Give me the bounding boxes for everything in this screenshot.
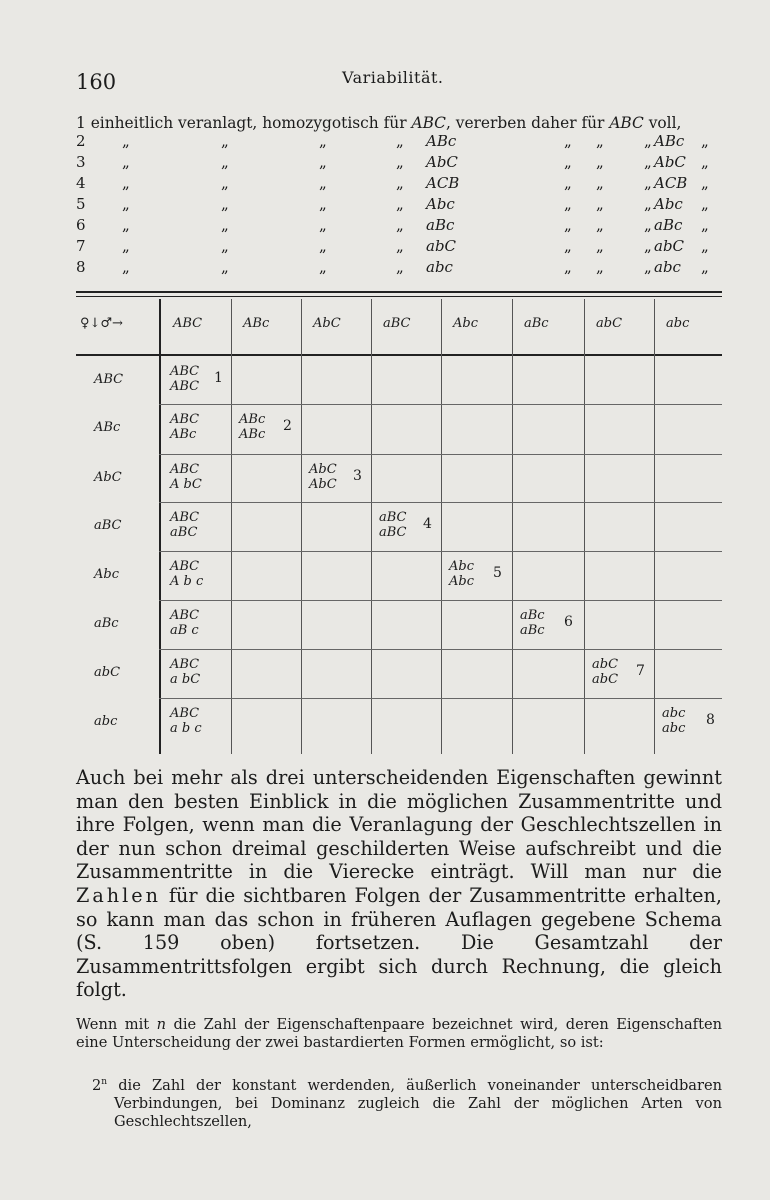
- table-cell: ABC aB c: [170, 608, 200, 638]
- ditto-mark: „: [122, 153, 130, 171]
- cell-number: 3: [353, 468, 362, 484]
- ditto-mark: „: [596, 153, 604, 171]
- ditto-mark: „: [596, 174, 604, 192]
- ditto-mark: „: [564, 258, 572, 276]
- column-divider: [584, 299, 585, 754]
- list-item: [76, 132, 736, 153]
- list-number: 3: [76, 153, 86, 171]
- cell-number: 7: [636, 663, 645, 679]
- genotype: abc: [426, 258, 453, 276]
- column-header: abC: [596, 316, 623, 331]
- column-divider: [371, 299, 372, 754]
- ditto-mark: „: [319, 153, 327, 171]
- list-item: [76, 216, 736, 237]
- ditto-mark: „: [644, 153, 652, 171]
- ditto-mark: „: [319, 195, 327, 213]
- ditto-mark: „: [122, 174, 130, 192]
- ditto-mark: „: [319, 174, 327, 192]
- ditto-mark: „: [122, 216, 130, 234]
- column-divider: [512, 299, 513, 754]
- ditto-mark: „: [596, 132, 604, 150]
- genotype: ABc: [426, 132, 457, 150]
- genotype: abC: [426, 237, 457, 255]
- row-divider: [159, 649, 722, 650]
- ditto-mark: „: [221, 153, 229, 171]
- row-divider: [159, 600, 722, 601]
- column-header: ABc: [243, 316, 270, 331]
- ditto-mark: „: [319, 216, 327, 234]
- diagonal-cell: abc abc 8: [662, 706, 715, 736]
- ditto-mark: „: [396, 195, 404, 213]
- table-cell: ABC a bC: [170, 657, 201, 687]
- table-cell: ABC a b c: [170, 706, 202, 736]
- page-number: 160: [76, 70, 117, 94]
- column-divider: [301, 299, 302, 754]
- ditto-mark: „: [644, 258, 652, 276]
- row-divider: [159, 454, 722, 455]
- ditto-mark: „: [319, 237, 327, 255]
- ditto-mark: „: [564, 153, 572, 171]
- row-header: AbC: [94, 470, 122, 485]
- inheritance-list: [76, 114, 736, 279]
- cell-number: 4: [423, 516, 432, 532]
- ditto-mark: „: [396, 237, 404, 255]
- diagonal-cell: aBc aBc 6: [520, 608, 573, 638]
- column-header: AbC: [313, 316, 341, 331]
- ditto-mark: „: [701, 132, 709, 150]
- ditto-mark: „: [701, 153, 709, 171]
- diagonal-cell: ABc ABc 2: [239, 412, 292, 442]
- body-paragraph: Auch bei mehr als drei unterscheidenden Eigenschaften gewinnt man den besten Einblick in die möglichen Zusammentritte und ihre Folgen, wenn man die Veranlagung der Geschlechtszellen in der nun schon dreimal geschilderten Weise aufschreibt und die Zusammentritte in die Vierecke einträgt. Will man nur die Zahlen für die sichtbaren Folgen der Zusammentritte erhalten, so kann man das schon in früheren Auflagen gegebene Schema (S. 159 oben) fortsetzen. Die Gesamtzahl der Zusammentrittsfolgen ergibt sich durch Rechnung, die gleich folgt.: [76, 766, 722, 1002]
- genotype: Abc: [654, 195, 683, 213]
- ditto-mark: „: [564, 132, 572, 150]
- small-paragraph: Wenn mit n die Zahl der Eigenschaftenpaare bezeichnet wird, deren Eigenschaften eine Unterscheidung der zwei bastardierten Formen ermöglicht, so ist:: [76, 1016, 722, 1051]
- ditto-mark: „: [122, 132, 130, 150]
- table-rule-top-thin: [76, 296, 722, 297]
- list-item: [76, 153, 736, 174]
- list-number: 2: [76, 132, 86, 150]
- column-header: aBC: [383, 316, 411, 331]
- table-cell: ABC ABc: [170, 412, 200, 442]
- table-rule-top: [76, 291, 722, 293]
- cell-number: 1: [214, 370, 223, 386]
- ditto-mark: „: [564, 216, 572, 234]
- table-cell: ABC A b c: [170, 559, 204, 589]
- list-item: 1 einheitlich veranlagt, homozygotisch für ABC, vererben daher für ABC voll,: [76, 114, 682, 132]
- ditto-mark: „: [644, 132, 652, 150]
- ditto-mark: „: [221, 132, 229, 150]
- table-cell: ABC A bC: [170, 462, 202, 492]
- ditto-mark: „: [644, 237, 652, 255]
- ditto-mark: „: [564, 195, 572, 213]
- column-header: ABC: [173, 316, 203, 331]
- ditto-mark: „: [319, 132, 327, 150]
- list-item: [76, 237, 736, 258]
- list-item: [76, 174, 736, 195]
- list-number: 5: [76, 195, 86, 213]
- ditto-mark: „: [396, 216, 404, 234]
- list-number: 4: [76, 174, 86, 192]
- genotype: abc: [654, 258, 681, 276]
- genotype: ABc: [654, 132, 685, 150]
- list-item: [76, 195, 736, 216]
- list-item: [76, 258, 736, 279]
- table-header: [76, 302, 722, 354]
- diagonal-cell: aBC aBC 4: [379, 510, 432, 540]
- row-header: Abc: [94, 567, 119, 582]
- table-main-divider: [159, 299, 161, 754]
- formula-paragraph: 2$^n$ die Zahl der konstant werdenden, äußerlich voneinander unterscheidbaren Verbindungen, bei Dominanz zugleich die Zahl der möglichen Arten von Geschlechtszellen,: [92, 1076, 722, 1130]
- ditto-mark: „: [319, 258, 327, 276]
- column-header: Abc: [453, 316, 478, 331]
- genotype: aBc: [654, 216, 683, 234]
- genotype: AbC: [654, 153, 686, 171]
- sex-direction-label: ♀↓♂→: [80, 316, 123, 331]
- ditto-mark: „: [221, 195, 229, 213]
- ditto-mark: „: [596, 258, 604, 276]
- ditto-mark: „: [122, 258, 130, 276]
- ditto-mark: „: [396, 153, 404, 171]
- ditto-mark: „: [396, 258, 404, 276]
- row-header: abC: [94, 665, 121, 680]
- ditto-mark: „: [644, 216, 652, 234]
- ditto-mark: „: [221, 258, 229, 276]
- genotype: aBc: [426, 216, 455, 234]
- cell-number: 8: [706, 712, 715, 728]
- row-divider: [159, 698, 722, 699]
- ditto-mark: „: [701, 216, 709, 234]
- genotype: ACB: [426, 174, 460, 192]
- ditto-mark: „: [221, 237, 229, 255]
- column-divider: [441, 299, 442, 754]
- row-divider: [159, 551, 722, 552]
- ditto-mark: „: [564, 174, 572, 192]
- genotype: ACB: [654, 174, 688, 192]
- ditto-mark: „: [701, 237, 709, 255]
- running-title: Variabilität.: [342, 68, 444, 87]
- cell-number: 6: [564, 614, 573, 630]
- column-divider: [231, 299, 232, 754]
- table-cell: ABC aBC: [170, 510, 200, 540]
- ditto-mark: „: [122, 195, 130, 213]
- row-divider: [159, 404, 722, 405]
- ditto-mark: „: [396, 132, 404, 150]
- column-header: aBc: [524, 316, 549, 331]
- table-header-rule: [76, 354, 722, 356]
- row-header: aBc: [94, 616, 119, 631]
- diagonal-cell: Abc Abc 5: [449, 559, 502, 589]
- ditto-mark: „: [701, 258, 709, 276]
- ditto-mark: „: [221, 174, 229, 192]
- ditto-mark: „: [644, 195, 652, 213]
- diagonal-cell: ABC ABC 1: [170, 364, 223, 394]
- ditto-mark: „: [701, 195, 709, 213]
- list-number: 8: [76, 258, 86, 276]
- ditto-mark: „: [564, 237, 572, 255]
- list-number: 7: [76, 237, 86, 255]
- ditto-mark: „: [644, 174, 652, 192]
- ditto-mark: „: [221, 216, 229, 234]
- column-header: abc: [666, 316, 690, 331]
- ditto-mark: „: [596, 237, 604, 255]
- diagonal-cell: abC abC 7: [592, 657, 645, 687]
- row-header: ABc: [94, 420, 121, 435]
- list-number: 6: [76, 216, 86, 234]
- cell-number: 5: [493, 565, 502, 581]
- ditto-mark: „: [596, 195, 604, 213]
- ditto-mark: „: [596, 216, 604, 234]
- row-header: abc: [94, 714, 118, 729]
- ditto-mark: „: [396, 174, 404, 192]
- row-header: aBC: [94, 518, 122, 533]
- diagonal-cell: AbC AbC 3: [309, 462, 362, 492]
- column-divider: [654, 299, 655, 754]
- genotype: abC: [654, 237, 685, 255]
- row-divider: [159, 502, 722, 503]
- cell-number: 2: [283, 418, 292, 434]
- genotype: AbC: [426, 153, 458, 171]
- row-header: ABC: [94, 372, 124, 387]
- ditto-mark: „: [701, 174, 709, 192]
- ditto-mark: „: [122, 237, 130, 255]
- genotype: Abc: [426, 195, 455, 213]
